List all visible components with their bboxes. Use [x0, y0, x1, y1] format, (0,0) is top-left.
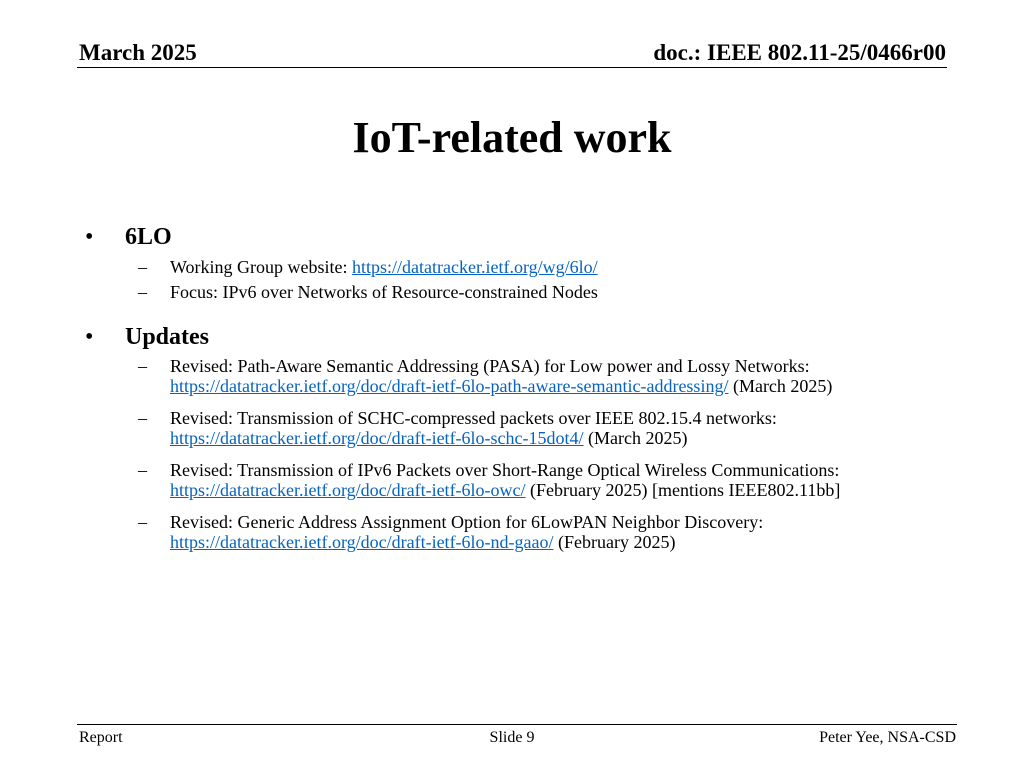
section-updates [85, 322, 965, 552]
dash-icon: – [138, 408, 147, 428]
item-date: (March 2025) [728, 376, 833, 396]
item-date: (February 2025) [553, 532, 676, 552]
section-heading [85, 222, 965, 252]
draft-link[interactable]: https://datatracker.ietf.org/doc/draft-ietf-6lo-schc-15dot4/ [170, 428, 584, 448]
section-heading [85, 322, 965, 352]
bullet-icon: • [85, 224, 94, 250]
list-item [130, 460, 965, 500]
section-heading-text: Updates [125, 324, 210, 350]
slide-number: Slide 9 [489, 729, 535, 746]
section-heading-text: 6LO [125, 224, 172, 250]
list-item [130, 408, 965, 448]
slide-content [85, 222, 965, 572]
footer-divider [77, 724, 957, 725]
slide-title: IoT-related work [352, 113, 672, 162]
draft-link[interactable]: https://datatracker.ietf.org/doc/draft-ietf-6lo-path-aware-semantic-addressing/ [170, 376, 729, 396]
header-divider [77, 67, 947, 68]
dash-icon: – [138, 512, 147, 532]
item-text: Working Group website: [170, 257, 353, 277]
bullet-icon: • [85, 324, 94, 350]
draft-link[interactable]: https://datatracker.ietf.org/doc/draft-ietf-6lo-nd-gaao/ [170, 532, 554, 552]
draft-link[interactable]: https://datatracker.ietf.org/doc/draft-ietf-6lo-owc/ [170, 480, 526, 500]
dash-icon: – [138, 460, 147, 480]
item-text: Revised: Path-Aware Semantic Addressing (PASA) for Low power and Lossy Networks: [170, 356, 810, 376]
footer-author: Peter Yee, NSA-CSD [819, 729, 956, 746]
dash-icon: – [138, 356, 147, 376]
sub-list [85, 356, 965, 552]
item-text: Revised: Transmission of IPv6 Packets over Short-Range Optical Wireless Communications: [170, 460, 840, 480]
header-doc-number: doc.: IEEE 802.11-25/0466r00 [653, 40, 946, 65]
item-date: (March 2025) [583, 428, 688, 448]
header-date: March 2025 [79, 40, 197, 65]
dash-icon: – [138, 282, 147, 302]
sub-list [85, 257, 965, 302]
item-text: Revised: Transmission of SCHC-compressed packets over IEEE 802.15.4 networks: [170, 408, 777, 428]
list-item [130, 512, 965, 552]
footer-left: Report [79, 729, 123, 746]
dash-icon: – [138, 257, 147, 277]
item-text: Revised: Generic Address Assignment Option for 6LowPAN Neighbor Discovery: [170, 512, 764, 532]
list-item [130, 282, 965, 302]
wg-website-link[interactable]: https://datatracker.ietf.org/wg/6lo/ [352, 257, 598, 277]
item-date: (February 2025) [mentions IEEE802.11bb] [525, 480, 841, 500]
list-item [130, 356, 965, 396]
section-6lo [85, 222, 965, 302]
list-item [130, 257, 965, 277]
item-text: Focus: IPv6 over Networks of Resource-constrained Nodes [170, 282, 598, 302]
